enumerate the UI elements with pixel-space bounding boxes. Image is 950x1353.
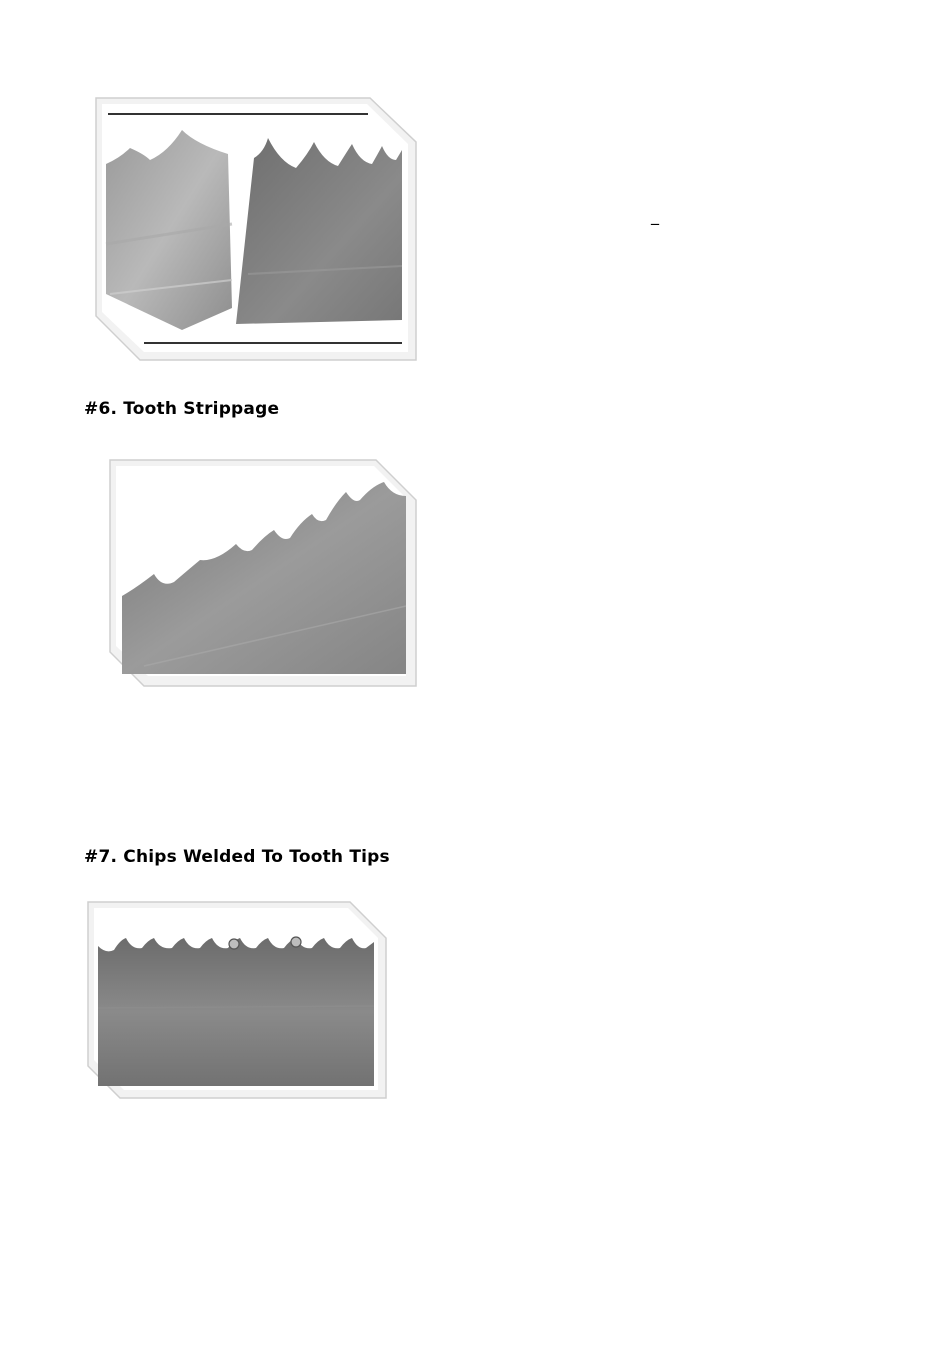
chips-welded-image xyxy=(84,898,390,1102)
figure-broken-blade-pieces xyxy=(86,94,422,366)
section-heading-chips-welded xyxy=(84,847,390,867)
section-title: Tooth Strippage xyxy=(123,399,280,419)
section-heading-tooth-strippage xyxy=(84,399,279,419)
figure-chips-welded xyxy=(84,898,390,1102)
section-number: #7. xyxy=(84,847,118,867)
tooth-strippage-image xyxy=(104,456,420,692)
stray-dash: _ xyxy=(651,206,659,225)
section-number: #6. xyxy=(84,399,118,419)
blade-pieces-image xyxy=(86,94,422,366)
section-title: Chips Welded To Tooth Tips xyxy=(123,847,390,867)
figure-tooth-strippage xyxy=(104,456,420,692)
